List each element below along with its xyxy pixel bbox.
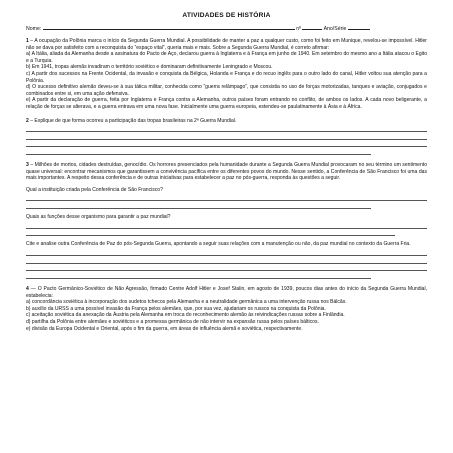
name-label: Nome: [26, 26, 42, 32]
number-field[interactable] [302, 25, 322, 30]
q1-option-e: e) A partir da declaração de guerra, feita por Inglaterra e França contra a Alemanha, outros países foram entrando no conflito, de ambos os lados. A cada novo beligerante, a relação de forças se alterava, e a guerra entrava em uma nova fase. Inicialmente uma guerra europeia, estendeu-se paulatinamente à Ásia e à África. [26, 97, 427, 110]
q3-sub-c: Cite e analise outra Conferência de Paz do pós-Segunda Guerra, apontando a seguir suas relações com a manutenção ou não, da paz mundial no contexto da Guerra Fria. [26, 241, 411, 248]
q1-option-b: b) Em 1941, tropas alemãs invadiram o território soviético e dominaram definitivamente Leningrado e Moscou. [26, 64, 273, 71]
answer-line[interactable] [26, 223, 427, 229]
question-3-text: – Milhões de mortos, cidades destruídas, genocídio. Os horrores presenciados pela humanidade durante a Segunda Guerra Mundial provocaram no seu término um sentimento quase universal: encontrar mecanismos que garantissem a convivência pacífica entre os diferentes povos do mundo. Nesse sentido, a Conferência de São Francisco foi uma das mais importantes. A respeito dessa conferência e de outras iniciativas para estabelecer a paz no pós-guerra, responda às questões a seguir. [26, 162, 427, 182]
answer-line[interactable] [26, 250, 427, 256]
q3-sub-a: Qual a instituição criada pela Conferência de São Francisco? [26, 187, 163, 194]
q4-option-b: b) auxílio da URSS a uma possível invasão da França pelos alemães, que, por sua vez, ajudariam os russos na conquista da Polônia. [26, 305, 326, 312]
q4-option-e: e) divisão da Europa Ocidental e Oriental, após o fim da guerra, em áreas de influência alemã e soviética, respectivamente. [26, 325, 303, 332]
question-3-number: 3 [26, 162, 29, 169]
grade-label: Ano/Série [323, 26, 347, 32]
student-info-line [26, 25, 427, 32]
question-1 [26, 38, 427, 51]
question-2-text: – Explique de que forma ocorreu a participação das tropas brasileiras na 2ª Guerra Mundial. [28, 117, 237, 124]
q3-sub-b: Quais as funções desse organismo para garantir a paz mundial? [26, 214, 171, 221]
number-label: nº [296, 26, 301, 32]
question-4-text: — O Pacto Germânico-Soviético de Não Agressão, firmado Centre Adolf Hitler e Josef Stalin, em agosto de 1939, poucos dias antes do início da Segunda Guerra Mundial, estabelecia: [26, 286, 427, 299]
question-2-number: 2 [26, 117, 29, 124]
question-2 [26, 118, 427, 125]
q1-option-a: a) A Itália, aliada da Alemanha desde a assinatura do Pacto de Aço, declarou guerra à Inglaterra e à França em junho de 1940. Em setembro do mesmo ano a Itália atacou o Egito e a Turquia. [26, 51, 427, 64]
q4-option-a: a) concordância soviética à incorporação dos sudetos tchecos pela Alemanha e a neutralidade germânica a uma intervenção russa nos Bálcãs. [26, 299, 347, 306]
worksheet-title: ATIVIDADES DE HISTÓRIA [182, 12, 271, 19]
answer-line[interactable] [26, 196, 427, 202]
answer-line[interactable] [26, 142, 427, 148]
q1-option-c: c) A partir dos sucessos na Frente Ocidental, da invasão e conquista da Bélgica, Holanda e França e do recuo inglês para o outro lado do canal, Hitler voltou sua atenção para a Polônia. [26, 70, 427, 84]
question-3 [26, 162, 427, 182]
answer-line[interactable] [26, 134, 427, 140]
answer-line[interactable] [26, 258, 427, 264]
name-field[interactable] [43, 25, 295, 30]
answer-line[interactable] [26, 126, 427, 132]
q4-option-d: d) partilha da Polônia entre alemães e soviéticos e a promessa germânica de não intervir na expansão russa pelos países bálticos. [26, 319, 319, 326]
q1-option-d: d) O sucesso definitivo alemão deveu-se à sua tática militar, conhecida como “guerra relâmpago”, que consistia no uso de forças motorizadas, tanques e aviação, conjugados e combinados entre si, em uma ação defensiva. [26, 84, 427, 97]
question-4-number: 4 [26, 286, 29, 293]
question-1-text: – A ocupação da Polônia marca o início da Segunda Guerra Mundial. A possibilidade de manter a paz a qualquer custo, como foi feito em Munique, revelou-se impossível. Hitler não se dava por satisfeito com a reconquista do “espaço vital”, queria mais e mais. Sobre a Segunda Guerra Mundial, é correto afirmar: [26, 38, 427, 51]
answer-line[interactable] [26, 266, 427, 272]
question-1-number: 1 [26, 38, 29, 44]
question-4 [26, 286, 427, 299]
q4-option-c: c) aceitação soviética da anexação da Áustria pela Alemanha em troca do reconhecimento alemão às reivindicações russas sobre a Finlândia. [26, 312, 345, 319]
grade-field[interactable] [348, 25, 370, 30]
